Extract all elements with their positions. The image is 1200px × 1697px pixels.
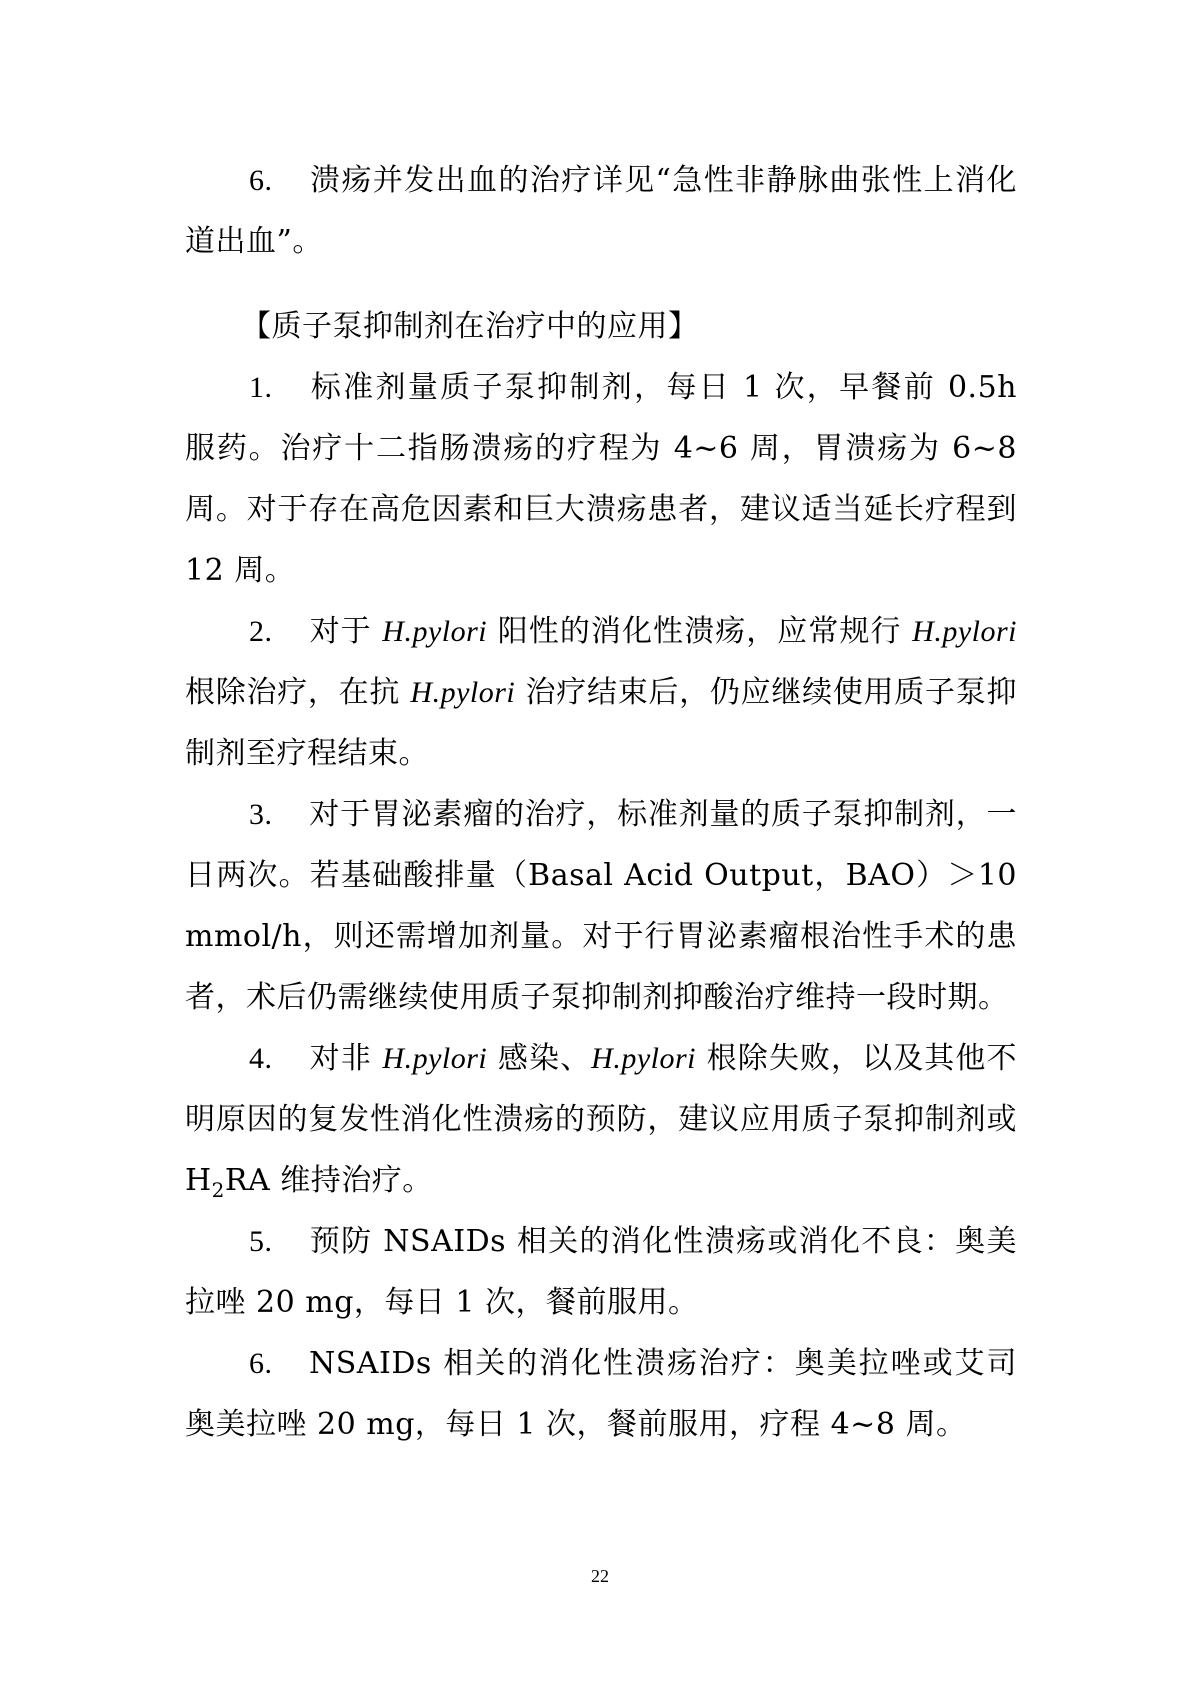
text-segment: 根除治疗，在抗 bbox=[185, 675, 411, 710]
paragraph-item-1 bbox=[185, 357, 1017, 601]
paragraph-text: NSAIDs 相关的消化性溃疡治疗：奥美拉唑或艾司奥美拉唑 20 mg，每日 1 次，餐前服用，疗程 4~8 周。 bbox=[185, 1346, 1017, 1442]
species-name: H.pylori bbox=[591, 1042, 696, 1075]
item-number: 3. bbox=[249, 798, 273, 831]
text-segment: 对于 bbox=[309, 614, 383, 649]
paragraph-item-5 bbox=[185, 1211, 1017, 1333]
species-name: H.pylori bbox=[410, 676, 516, 709]
text-segment: 治疗结束后，仍应继续使用质子泵抑制剂至疗程结束。 bbox=[185, 675, 1017, 771]
species-name: H.pylori bbox=[382, 615, 488, 648]
paragraph-text: 标准剂量质子泵抑制剂，每日 1 次，早餐前 0.5h 服药。治疗十二指肠溃疡的疗程为 4~6 周，胃溃疡为 6~8 周。对于存在高危因素和巨大溃疡患者，建议适当延长疗程到 12 周。 bbox=[185, 370, 1017, 588]
paragraph-item-4 bbox=[185, 1028, 1017, 1211]
section-heading: 【质子泵抑制剂在治疗中的应用】 bbox=[241, 309, 699, 344]
paragraph-item-6-bleeding bbox=[185, 150, 1017, 272]
paragraph-text: 预防 NSAIDs 相关的消化性溃疡或消化不良：奥美拉唑 20 mg，每日 1 次，餐前服用。 bbox=[185, 1224, 1017, 1320]
text-segment: RA 维持治疗。 bbox=[224, 1163, 433, 1198]
page-number: 22 bbox=[591, 1566, 609, 1586]
item-number: 1. bbox=[249, 371, 273, 404]
item-number: 4. bbox=[249, 1042, 273, 1075]
text-segment: 感染、 bbox=[487, 1041, 592, 1076]
species-name: H.pylori bbox=[382, 1042, 488, 1075]
subscript: 2 bbox=[211, 1178, 225, 1202]
paragraph-text: 对于胃泌素瘤的治疗，标准剂量的质子泵抑制剂，一日两次。若基础酸排量（Basal Acid Output，BAO）＞10 mmol/h，则还需增加剂量。对于行胃泌素瘤根治性手术的患者，术后仍需继续使用质子泵抑制剂抑酸治疗维持一段时期。 bbox=[185, 797, 1017, 1015]
item-number: 6. bbox=[249, 1347, 273, 1380]
paragraph-text: 溃疡并发出血的治疗详见“急性非静脉曲张性上消化道出血”。 bbox=[185, 163, 1017, 259]
paragraph-item-6 bbox=[185, 1333, 1017, 1455]
text-segment: 根除失败，以及其他不明原因的复发性消化性溃疡的预防，建议应用质子泵抑制剂或 H bbox=[185, 1041, 1017, 1198]
text-segment: 对非 bbox=[309, 1041, 383, 1076]
item-number: 6. bbox=[249, 164, 273, 197]
species-name: H.pylori bbox=[912, 615, 1017, 648]
page-content bbox=[185, 150, 1017, 1455]
paragraph-item-3 bbox=[185, 784, 1017, 1028]
paragraph-item-2 bbox=[185, 601, 1017, 784]
text-segment: 阳性的消化性溃疡，应常规行 bbox=[487, 614, 913, 649]
item-number: 5. bbox=[249, 1225, 273, 1258]
item-number: 2. bbox=[249, 615, 273, 648]
